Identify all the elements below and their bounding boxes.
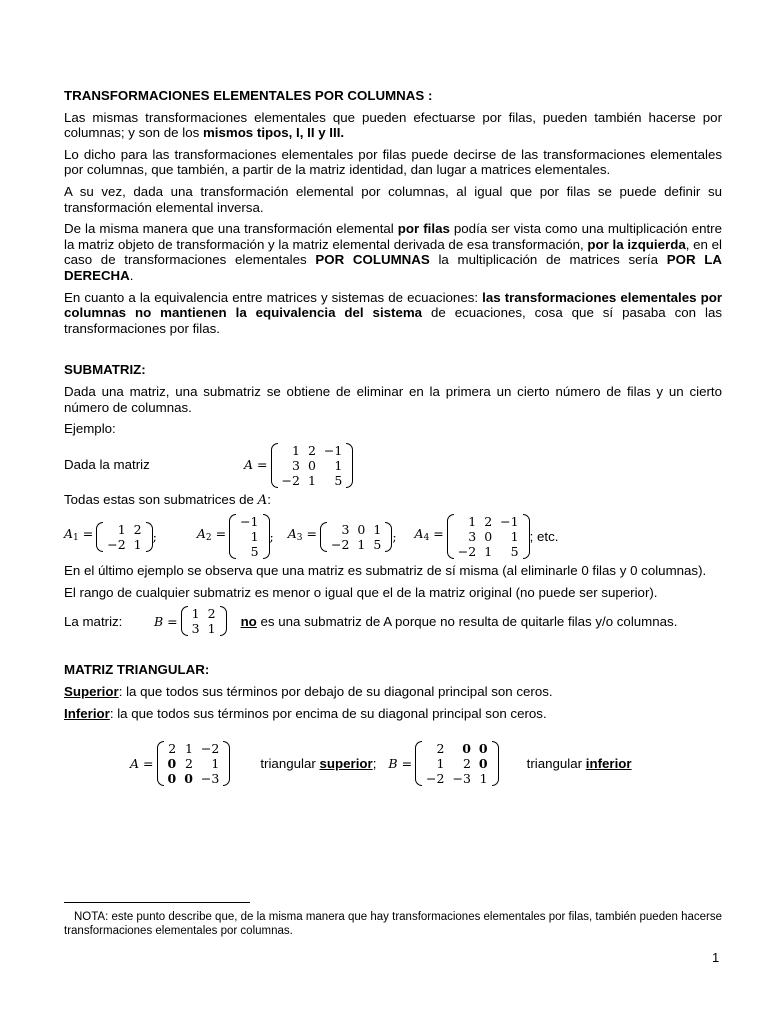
matrix-triangular-inferior [415,741,499,786]
bracket-right [146,522,153,552]
matrix-cell: 2 [484,514,493,530]
footnote-divider [64,902,250,903]
matrix-cell: 2 [307,442,316,458]
bracket-right [492,741,499,786]
matrix-cell: −2 [107,536,126,552]
matrix-A [271,443,354,488]
matrix-cell: 0 [478,756,488,772]
matrix-cell: 3 [468,529,477,545]
bracket-left [271,443,278,488]
matrix-cell: −1 [323,442,343,458]
matrix-cell: 2 [436,741,445,757]
matrix-cell: 1 [334,457,343,473]
matrix-cell: −3 [200,771,220,787]
matrix-cell: 0 [478,741,488,757]
matrix-cell: 5 [334,472,343,488]
paragraph: Todas estas son submatrices de A: [64,491,271,508]
page-number: 1 [712,950,720,965]
matrix-triangular-superior [157,741,231,786]
footnote: NOTA: este punto describe que, de la misma manera que hay transformaciones elementales por filas, también pueden hacerse transformaciones elementales por columnas. [64,911,722,937]
section-title-submatriz: SUBMATRIZ: [64,362,146,378]
paragraph: Ejemplo: [64,421,116,437]
example-matrix-row [64,443,722,488]
matrix-cell: 1 [307,472,316,488]
matrix-cell: −3 [452,771,471,787]
bracket-left [157,741,164,786]
triangular-row [130,741,722,786]
matrix-cell: 1 [117,521,126,537]
matrix-cell: 1 [250,529,259,545]
matrix-cell: 0 [167,771,177,787]
matrix-A1 [96,522,152,552]
bracket-left [447,514,454,559]
matrix-cell: 5 [373,536,382,552]
matrix-cell: −2 [281,472,300,488]
paragraph: Las mismas transformaciones elementales que pueden efectuarse por filas, pueden también hacerse por columnas; y son de los mismos tipos, I, II y III. [64,109,722,141]
matrix-cell: 1 [357,536,366,552]
matrix-cell: 1 [479,771,488,787]
matrix-cell: 0 [484,529,493,545]
matrix-cell: 2 [462,756,471,772]
matrix-cell: 0 [462,741,471,757]
section-title-columnas: TRANSFORMACIONES ELEMENTALES POR COLUMNAS : [64,88,433,103]
matrix-cell: 2 [168,741,177,757]
bracket-right [263,514,270,559]
lamatriz-label: La matriz: [64,613,123,629]
matrix-cell: 0 [184,771,193,787]
matrix-cell: −1 [500,514,519,530]
bracket-left [181,606,188,636]
matrix-cell: 1 [191,606,200,622]
matrix-cell: 2 [184,756,193,772]
bracket-right [523,514,530,559]
matrix-cell: 0 [357,521,366,537]
matrix-cell: 1 [184,741,193,757]
document-body [64,88,722,790]
matrix-cell: 1 [484,544,493,560]
etc-label: ; etc. [529,528,559,544]
bracket-left [320,522,327,552]
separator: ; [152,528,157,544]
matrix-cell: −2 [200,741,220,757]
matrix-cell: −2 [330,536,350,552]
submatrices-row [64,514,722,559]
equation-B: B = [154,613,178,629]
matrix-cell: 1 [211,756,220,772]
separator: ; [392,528,397,544]
bracket-right [220,606,227,636]
equation-A2: $A_2$ = [196,526,227,544]
matrix-cell: 5 [510,544,519,560]
paragraph: En el último ejemplo se observa que una matriz es submatriz de sí misma (al eliminarle 0 filas y 0 columnas). [64,563,707,579]
matrix-cell: 1 [510,529,519,545]
paragraph: Lo dicho para las transformaciones elementales por filas puede decirse de las transformaciones elementales por columnas, que también, a partir de la matriz identidad, dan lugar a matrices elementales. [64,146,722,178]
bracket-right [346,443,353,488]
matrix-cell: 5 [250,544,259,560]
matrix-cell: 1 [468,514,477,530]
matrix-cell: 1 [133,536,142,552]
matrix-B [181,606,227,636]
matrix-cell: 1 [291,442,300,458]
matrix-A2 [229,514,269,559]
equation-A1: $A_1$ = [64,526,94,544]
label-triangular-superior: triangular superior; [260,755,377,771]
separator: ; [269,528,274,544]
paragraph: En cuanto a la equivalencia entre matrices y sistemas de ecuaciones: las transformaciones elementales por columnas no mantienen la equivalencia del sistema de ecuaciones, cosa que sí pasaba con las transformaciones por filas. [64,289,722,336]
paragraph: Inferior: la que todos sus términos por encima de su diagonal principal son ceros. [64,705,547,721]
matrix-A4 [447,514,530,559]
matrix-B-row [64,606,722,636]
equation-triA: A = [130,755,154,771]
equation-triB: B = [388,755,413,771]
paragraph: De la misma manera que una transformación elemental por filas podía ser vista como una multiplicación entre la matriz objeto de transformación y la matriz elemental derivada de esa transformación, por la izquierda, en el caso de transformaciones elementales POR COLUMNAS la multiplicación de matrices sería POR LA DERECHA. [64,221,722,283]
label-triangular-inferior: triangular inferior [526,755,632,771]
paragraph: El rango de cualquier submatriz es menor o igual que el de la matriz original (no puede ser superior). [64,584,658,600]
matrix-cell: −2 [457,544,477,560]
bracket-left [96,522,103,552]
bracket-right [223,741,230,786]
paragraph: Dada una matriz, una submatriz se obtiene de eliminar en la primera un cierto número de filas y un cierto número de columnas. [64,383,722,415]
bracket-left [415,741,422,786]
matrix-cell: 1 [373,521,382,537]
equation-lhs: A = [244,457,268,473]
section-title-triangular: MATRIZ TRIANGULAR: [64,662,210,678]
matrix-cell: 3 [191,621,200,637]
not-submatrix-text: no es una submatriz de A porque no resulta de quitarle filas y/o columnas. [240,613,678,629]
dada-label: Dada la matriz [64,457,150,473]
equation-A4: $A_4$ = [414,526,444,544]
matrix-cell: 1 [436,756,445,772]
matrix-cell: 0 [167,756,177,772]
paragraph: Superior: la que todos sus términos por debajo de su diagonal principal son ceros. [64,684,553,700]
matrix-cell: 1 [207,621,216,637]
matrix-cell: −1 [240,514,259,530]
equation-A3: $A_3$ = [287,526,317,544]
paragraph: A su vez, dada una transformación elemental por columnas, al igual que por filas se puede definir su transformación elemental inversa. [64,183,722,215]
bracket-left [229,514,236,559]
matrix-cell: −2 [426,771,445,787]
bracket-right [385,522,392,552]
matrix-cell: 2 [133,521,142,537]
matrix-cell: 3 [291,457,300,473]
matrix-cell: 3 [341,521,350,537]
matrix-cell: 0 [307,457,316,473]
matrix-cell: 2 [207,606,216,622]
matrix-A3 [320,522,392,552]
